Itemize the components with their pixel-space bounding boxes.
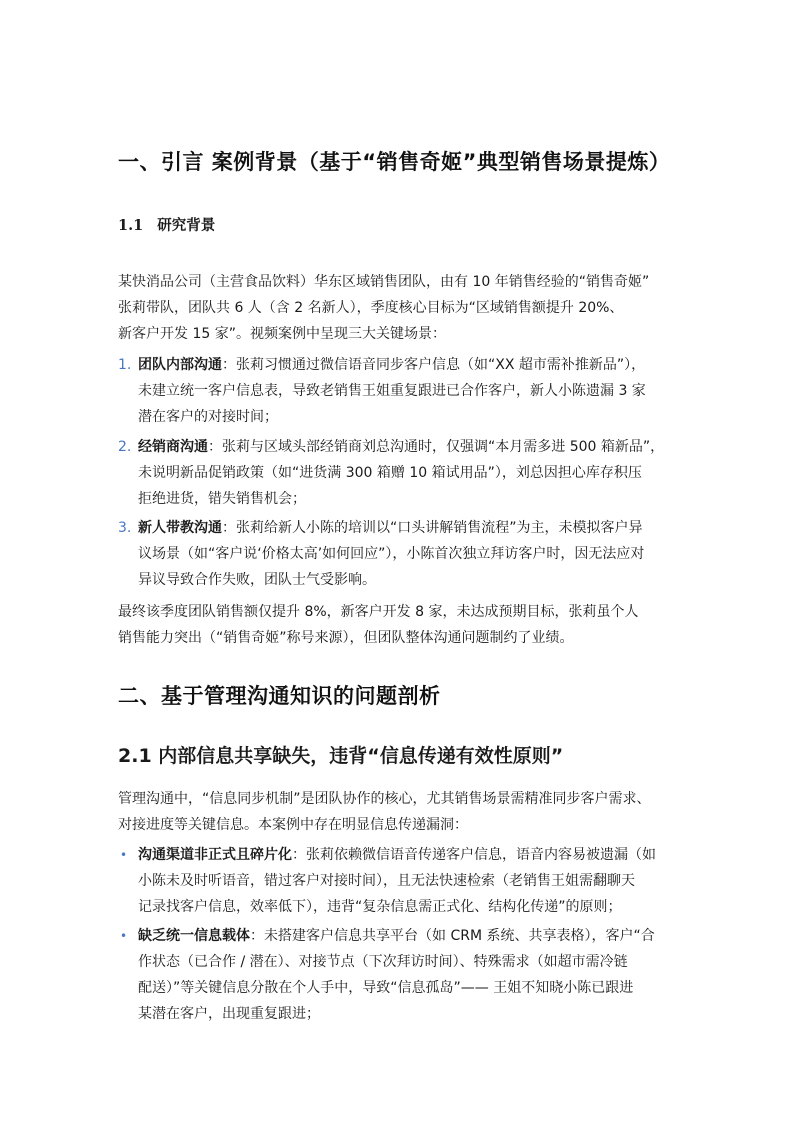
item-text: 小陈未及时听语音，错过客户对接时间），且无法快速检索（老销售王姐需翻聊天 <box>138 873 635 889</box>
bullet-dot-icon: • <box>120 929 128 943</box>
closing-paragraph <box>118 599 678 651</box>
item-text: 作状态（已合作 / 潜在）、对接节点（下次拜访时间）、特殊需求（如超市需冷链 <box>138 954 628 970</box>
paragraph-line: 新客户开发 15 家”。视频案例中呈现三大关键场景： <box>118 326 446 342</box>
item-text: 拒绝进货，错失销售机会； <box>138 491 306 507</box>
item-text: ：张莉依赖微信语音传递客户信息，语音内容易被遗漏（如 <box>292 847 656 863</box>
item-text: 配送）”等关键信息分散在个人手中，导致“信息孤岛”—— 王姐不知晓小陈已跟进 <box>138 980 634 996</box>
item-label: 经销商沟通 <box>138 439 208 455</box>
paragraph-line: 管理沟通中，“信息同步机制”是团队协作的核心，尤其销售场景需精准同步客户需求、 <box>118 791 651 807</box>
list-item <box>118 515 678 593</box>
list-number: 2. <box>118 439 132 455</box>
item-label: 缺乏统一信息载体 <box>138 928 250 944</box>
list-number: 1. <box>118 357 132 373</box>
item-text: 记录找客户信息，效率低下），违背“复杂信息需正式化、结构化传递”的原则； <box>138 899 622 915</box>
list-item <box>118 434 678 512</box>
list-number: 3. <box>118 520 132 536</box>
list-item <box>118 352 678 430</box>
paragraph-line: 最终该季度团队销售额仅提升 8%，新客户开发 8 家，未达成预期目标，张莉虽个人 <box>118 604 639 620</box>
section-2-title: 二、基于管理沟通知识的问题剖析 <box>118 684 441 708</box>
item-text: ：张莉与区域头部经销商刘总沟通时，仅强调“本月需多进 500 箱新品”， <box>208 439 665 455</box>
item-text: ：未搭建客户信息共享平台（如 CRM 系统、共享表格），客户“合 <box>250 928 655 944</box>
item-label: 团队内部沟通 <box>138 357 222 373</box>
item-text: 议场景（如“客户说‘价格太高’如何回应”），小陈首次独立拜访客户时，因无法应对 <box>138 546 645 562</box>
intro-paragraph <box>118 269 678 347</box>
item-label: 沟通渠道非正式且碎片化 <box>138 847 292 863</box>
section-1-title: 一、引言 案例背景（基于“销售奇姬”典型销售场景提炼） <box>118 150 671 174</box>
subsection-2-1-heading: 2.1 内部信息共享缺失，违背“信息传递有效性原则” <box>118 745 564 767</box>
subsection-number: 1.1 <box>118 217 144 234</box>
subsection-title: 研究背景 <box>157 218 216 234</box>
bullet-item <box>118 923 678 1027</box>
bullet-dot-icon: • <box>120 848 128 862</box>
paragraph-line: 销售能力突出（“销售奇姬”称号来源），但团队整体沟通问题制约了业绩。 <box>118 630 574 646</box>
item-text: ：张莉给新人小陈的培训以“口头讲解销售流程”为主，未模拟客户异 <box>222 520 643 536</box>
item-text: 异议导致合作失败，团队士气受影响。 <box>138 572 376 588</box>
item-text: 潜在客户的对接时间； <box>138 409 278 425</box>
bullet-item <box>118 842 678 920</box>
item-text: 某潜在客户，出现重复跟进； <box>138 1006 320 1022</box>
paragraph-line: 某快消品公司（主营食品饮料）华东区域销售团队，由有 10 年销售经验的“销售奇姬” <box>118 274 650 290</box>
section-2-intro-paragraph <box>118 786 678 838</box>
item-label: 新人带教沟通 <box>138 520 222 536</box>
paragraph-line: 对接进度等关键信息。本案例中存在明显信息传递漏洞： <box>118 817 468 833</box>
subsection-1-1-heading <box>118 214 215 235</box>
item-text: 未说明新品促销政策（如“进货满 300 箱赠 10 箱试用品”），刘总因担心库存积压 <box>138 465 642 481</box>
item-text: ：张莉习惯通过微信语音同步客户信息（如“XX 超市需补推新品”）， <box>222 357 646 373</box>
item-text: 未建立统一客户信息表，导致老销售王姐重复跟进已合作客户，新人小陈遗漏 3 家 <box>138 383 646 399</box>
paragraph-line: 张莉带队，团队共 6 人（含 2 名新人），季度核心目标为“区域销售额提升 20%、 <box>118 300 624 316</box>
